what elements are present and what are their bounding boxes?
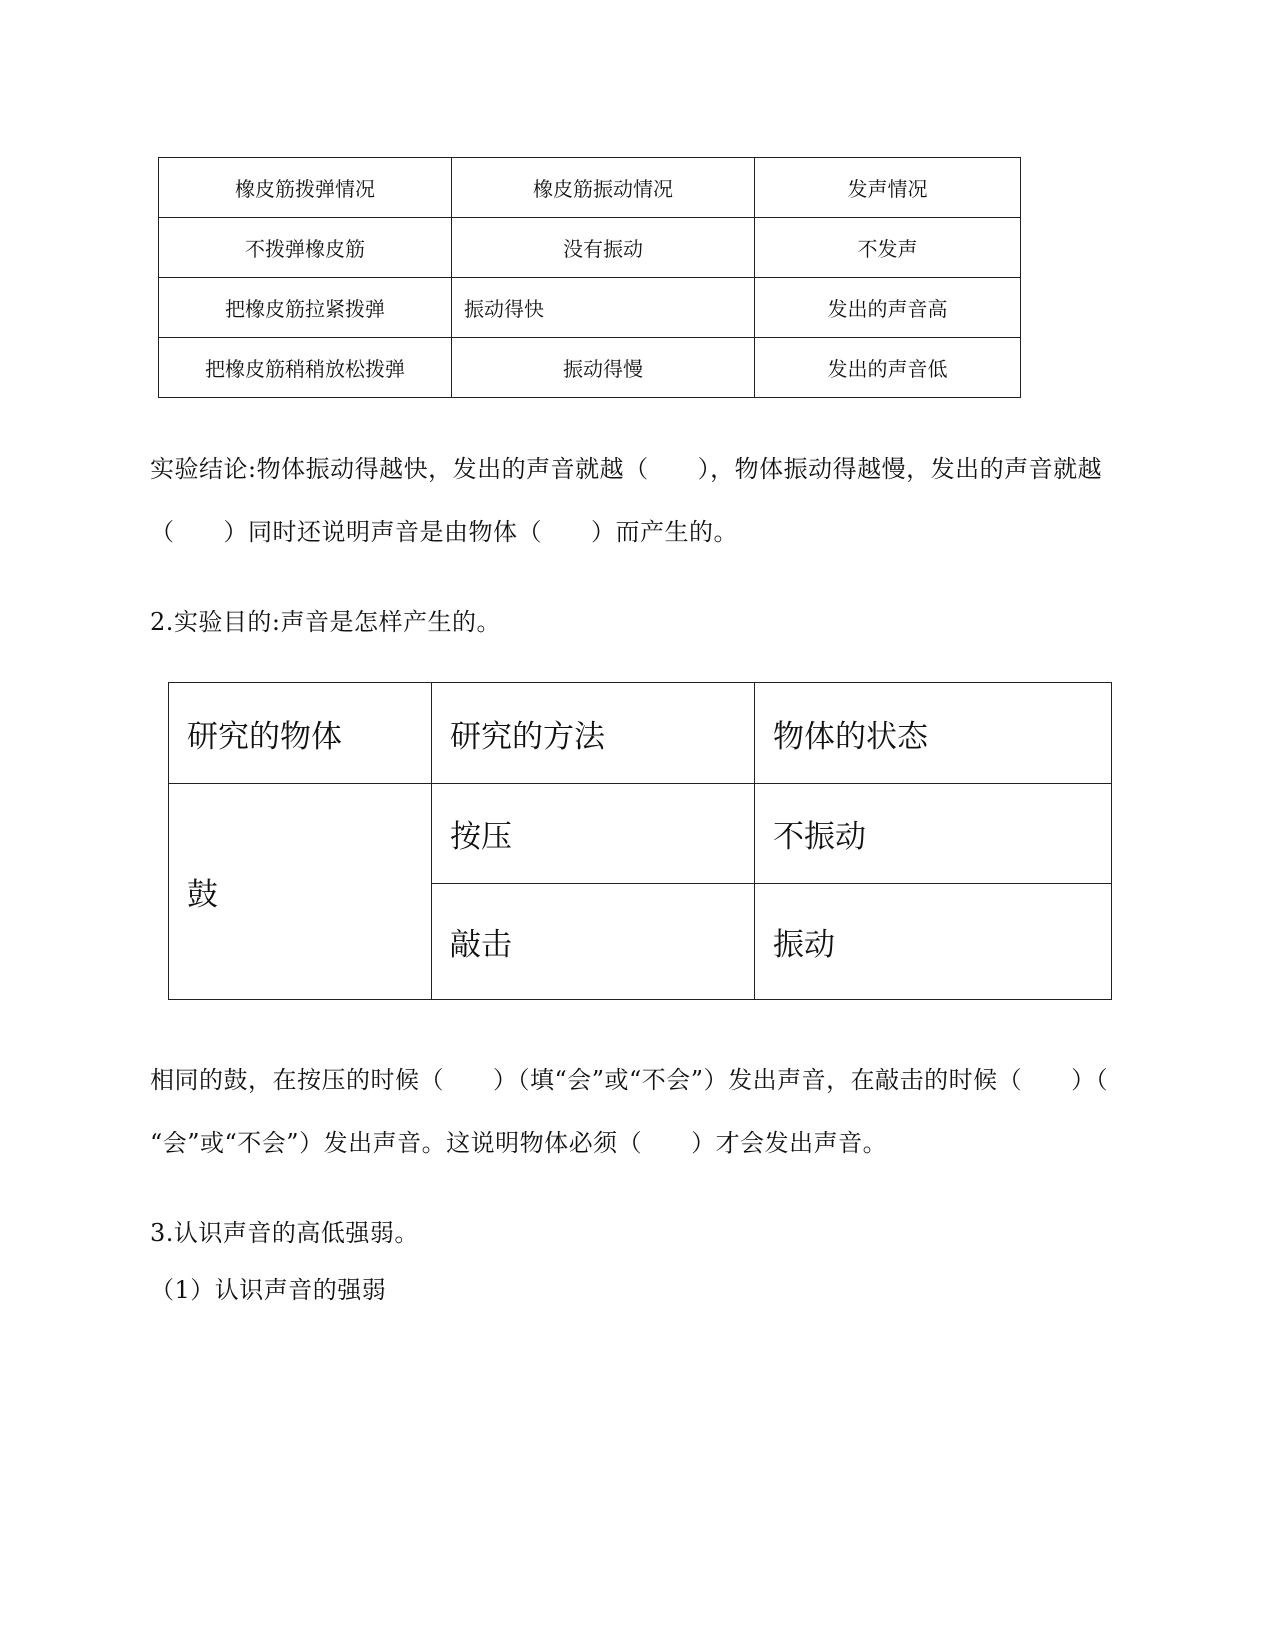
table-row (169, 784, 1112, 884)
rubber-band-table (158, 157, 1021, 398)
table-cell: 发出的声音低 (755, 338, 1021, 398)
table-cell: 振动 (755, 884, 1112, 1000)
table-row (159, 338, 1021, 398)
table-cell: 把橡皮筋稍稍放松拨弹 (159, 338, 452, 398)
table-cell: 没有振动 (452, 218, 755, 278)
table-row (159, 218, 1021, 278)
table-header-cell: 研究的方法 (432, 683, 755, 784)
section-3-subtitle: （1）认识声音的强弱 (150, 1276, 387, 1304)
table-cell: 发出的声音高 (755, 278, 1021, 338)
table-cell: 振动得快 (452, 278, 755, 338)
drum-text-line-1: 相同的鼓，在按压的时候（ ）（填“会”或“不会”）发出声音，在敲击的时候（ ）（ (150, 1066, 1109, 1094)
conclusion-line-1: 实验结论:物体振动得越快，发出的声音就越（ ），物体振动得越慢，发出的声音就越 (150, 455, 1103, 483)
drum-table (168, 682, 1112, 1000)
section-3-title: 3.认识声音的高低强弱。 (150, 1219, 419, 1247)
table-header-cell: 橡皮筋振动情况 (452, 158, 755, 218)
table-cell: 不发声 (755, 218, 1021, 278)
table-cell: 振动得慢 (452, 338, 755, 398)
table-row (159, 278, 1021, 338)
table-cell: 不拨弹橡皮筋 (159, 218, 452, 278)
table-header-row (169, 683, 1112, 784)
table-header-row (159, 158, 1021, 218)
table-header-cell: 物体的状态 (755, 683, 1112, 784)
table-cell: 不振动 (755, 784, 1112, 884)
conclusion-line-2: （ ）同时还说明声音是由物体（ ）而产生的。 (150, 518, 738, 546)
table-cell: 敲击 (432, 884, 755, 1000)
table-cell: 按压 (432, 784, 755, 884)
table-cell: 把橡皮筋拉紧拨弹 (159, 278, 452, 338)
section-2-title: 2.实验目的:声音是怎样产生的。 (150, 608, 501, 636)
drum-text-line-2: “会”或“不会”）发出声音。这说明物体必须（ ）才会发出声音。 (150, 1129, 888, 1157)
table-header-cell: 研究的物体 (169, 683, 432, 784)
table-cell-object: 鼓 (169, 784, 432, 1000)
table-header-cell: 发声情况 (755, 158, 1021, 218)
table-header-cell: 橡皮筋拨弹情况 (159, 158, 452, 218)
